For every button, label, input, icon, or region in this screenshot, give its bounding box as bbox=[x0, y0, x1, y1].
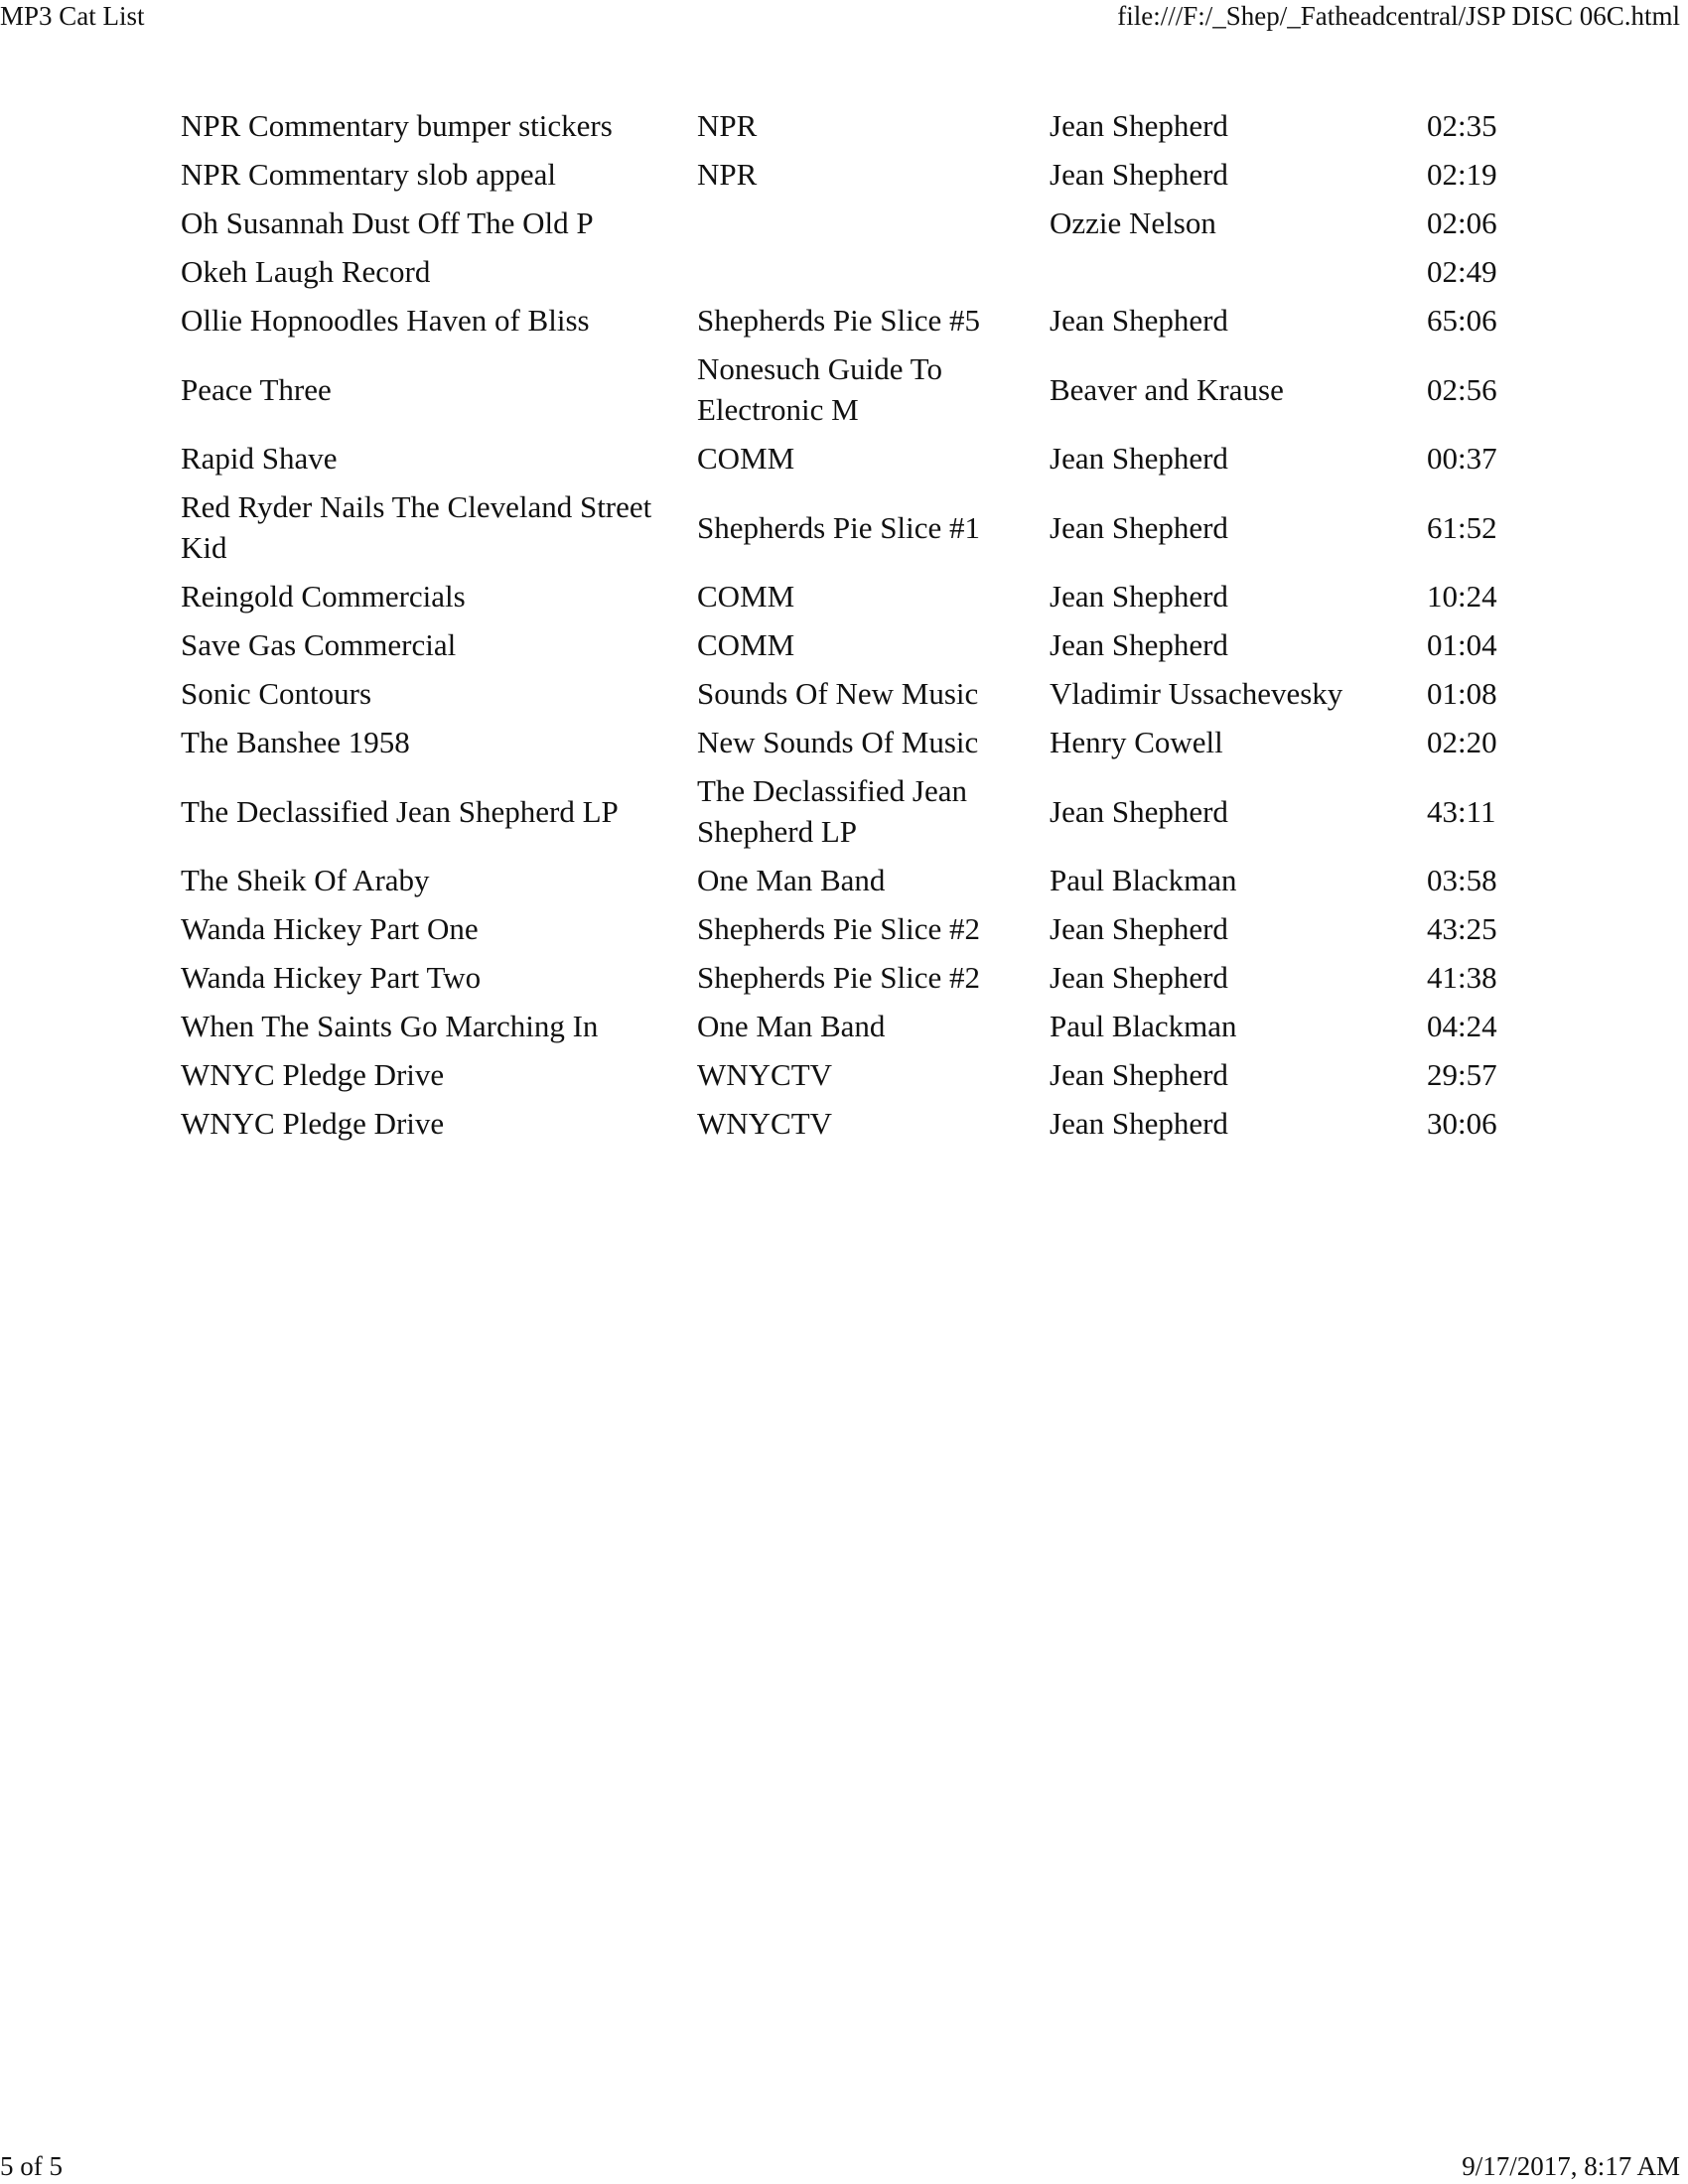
duration-cell: 03:58 bbox=[1427, 863, 1497, 897]
track-title-cell: NPR Commentary bumper stickers bbox=[181, 108, 613, 143]
duration-cell: 01:04 bbox=[1427, 627, 1497, 662]
album-cell: Shepherds Pie Slice #1 bbox=[697, 509, 980, 545]
artist-cell: Jean Shepherd bbox=[1050, 303, 1228, 338]
table-row bbox=[175, 572, 1540, 620]
album-cell: Shepherds Pie Slice #2 bbox=[697, 960, 980, 995]
artist-cell: Beaver and Krause bbox=[1050, 371, 1284, 407]
table-row bbox=[175, 766, 1540, 856]
track-title-cell: Red Ryder Nails The Cleveland Street Kid bbox=[181, 489, 652, 565]
album-cell: One Man Band bbox=[697, 863, 886, 897]
table-row bbox=[175, 150, 1540, 199]
duration-cell: 30:06 bbox=[1427, 1106, 1497, 1141]
track-title-cell: Rapid Shave bbox=[181, 441, 338, 476]
table-row bbox=[175, 1099, 1540, 1148]
track-title-cell: When The Saints Go Marching In bbox=[181, 1009, 599, 1043]
duration-cell: 00:37 bbox=[1427, 441, 1497, 476]
duration-cell: 04:24 bbox=[1427, 1009, 1497, 1043]
track-title-cell: Sonic Contours bbox=[181, 676, 372, 711]
table-row bbox=[175, 434, 1540, 482]
duration-cell: 41:38 bbox=[1427, 960, 1497, 995]
duration-cell: 02:56 bbox=[1427, 371, 1497, 407]
artist-cell: Jean Shepherd bbox=[1050, 441, 1228, 476]
table-row bbox=[175, 904, 1540, 953]
duration-cell: 43:11 bbox=[1427, 793, 1496, 829]
artist-cell: Jean Shepherd bbox=[1050, 108, 1228, 143]
table-row bbox=[175, 1002, 1540, 1050]
album-cell: Shepherds Pie Slice #5 bbox=[697, 303, 980, 338]
duration-cell: 65:06 bbox=[1427, 303, 1497, 338]
artist-cell: Jean Shepherd bbox=[1050, 793, 1228, 829]
track-title-cell: Ollie Hopnoodles Haven of Bliss bbox=[181, 303, 590, 338]
table-row bbox=[175, 718, 1540, 766]
artist-cell: Ozzie Nelson bbox=[1050, 205, 1216, 240]
print-header-title: MP3 Cat List bbox=[0, 1, 145, 31]
artist-cell: Paul Blackman bbox=[1050, 1009, 1237, 1043]
table-row bbox=[175, 856, 1540, 904]
duration-cell: 61:52 bbox=[1427, 509, 1497, 545]
duration-cell: 02:35 bbox=[1427, 108, 1497, 143]
album-cell: NPR bbox=[697, 108, 758, 143]
duration-cell: 29:57 bbox=[1427, 1057, 1497, 1092]
table-row bbox=[175, 953, 1540, 1002]
print-footer-page-count: 5 of 5 bbox=[0, 2151, 63, 2181]
album-cell bbox=[691, 199, 1044, 247]
artist-cell: Jean Shepherd bbox=[1050, 1057, 1228, 1092]
album-cell bbox=[691, 247, 1044, 296]
track-title-cell: Wanda Hickey Part Two bbox=[181, 960, 482, 995]
table-row bbox=[175, 344, 1540, 434]
album-cell: Nonesuch Guide To Electronic M bbox=[697, 351, 942, 427]
track-title-cell: Reingold Commercials bbox=[181, 579, 466, 614]
table-row bbox=[175, 296, 1540, 344]
album-cell: NPR bbox=[697, 157, 758, 192]
album-cell: Shepherds Pie Slice #2 bbox=[697, 911, 980, 946]
artist-cell: Jean Shepherd bbox=[1050, 579, 1228, 614]
duration-cell: 10:24 bbox=[1427, 579, 1497, 614]
duration-cell: 02:49 bbox=[1427, 254, 1497, 289]
album-cell: One Man Band bbox=[697, 1009, 886, 1043]
table-row bbox=[175, 101, 1540, 150]
duration-cell: 02:19 bbox=[1427, 157, 1497, 192]
album-cell: WNYCTV bbox=[697, 1057, 833, 1092]
track-title-cell: The Sheik Of Araby bbox=[181, 863, 430, 897]
track-title-cell: NPR Commentary slob appeal bbox=[181, 157, 556, 192]
artist-cell bbox=[1044, 247, 1421, 296]
artist-cell: Henry Cowell bbox=[1050, 725, 1223, 759]
print-footer-timestamp: 9/17/2017, 8:17 AM bbox=[1462, 2151, 1680, 2181]
track-title-cell: The Banshee 1958 bbox=[181, 725, 410, 759]
artist-cell: Jean Shepherd bbox=[1050, 157, 1228, 192]
table-row bbox=[175, 482, 1540, 572]
duration-cell: 43:25 bbox=[1427, 911, 1497, 946]
catalog-table bbox=[175, 101, 1540, 1148]
album-cell: COMM bbox=[697, 441, 795, 476]
table-row bbox=[175, 199, 1540, 247]
track-title-cell: Peace Three bbox=[181, 371, 332, 407]
album-cell: COMM bbox=[697, 627, 795, 662]
album-cell: New Sounds Of Music bbox=[697, 725, 979, 759]
album-cell: The Declassified Jean Shepherd LP bbox=[697, 773, 967, 849]
track-title-cell: Okeh Laugh Record bbox=[181, 254, 431, 289]
table-row bbox=[175, 247, 1540, 296]
track-title-cell: WNYC Pledge Drive bbox=[181, 1106, 445, 1141]
track-title-cell: WNYC Pledge Drive bbox=[181, 1057, 445, 1092]
track-title-cell: The Declassified Jean Shepherd LP bbox=[181, 793, 619, 829]
duration-cell: 02:06 bbox=[1427, 205, 1497, 240]
artist-cell: Jean Shepherd bbox=[1050, 627, 1228, 662]
table-row bbox=[175, 669, 1540, 718]
artist-cell: Jean Shepherd bbox=[1050, 1106, 1228, 1141]
album-cell: COMM bbox=[697, 579, 795, 614]
artist-cell: Paul Blackman bbox=[1050, 863, 1237, 897]
artist-cell: Jean Shepherd bbox=[1050, 509, 1228, 545]
album-cell: WNYCTV bbox=[697, 1106, 833, 1141]
duration-cell: 02:20 bbox=[1427, 725, 1497, 759]
artist-cell: Jean Shepherd bbox=[1050, 911, 1228, 946]
track-title-cell: Save Gas Commercial bbox=[181, 627, 457, 662]
track-title-cell: Oh Susannah Dust Off The Old P bbox=[181, 205, 594, 240]
catalog-table-body bbox=[175, 101, 1540, 1148]
table-row bbox=[175, 620, 1540, 669]
artist-cell: Jean Shepherd bbox=[1050, 960, 1228, 995]
duration-cell: 01:08 bbox=[1427, 676, 1497, 711]
print-header-url: file:///F:/_Shep/_Fatheadcentral/JSP DISC 06C.html bbox=[1117, 1, 1680, 31]
track-title-cell: Wanda Hickey Part One bbox=[181, 911, 479, 946]
table-row bbox=[175, 1050, 1540, 1099]
artist-cell: Vladimir Ussachevesky bbox=[1050, 676, 1343, 711]
album-cell: Sounds Of New Music bbox=[697, 676, 979, 711]
